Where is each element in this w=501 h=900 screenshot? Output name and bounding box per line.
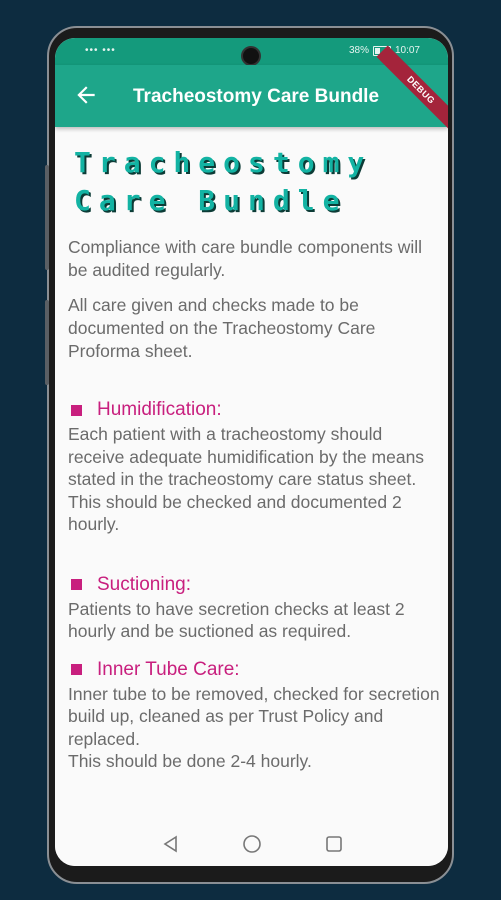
content-heading: Tracheostomy Care Bundle [74, 146, 373, 217]
debug-banner: DEBUG [376, 45, 448, 134]
section-heading [68, 659, 440, 681]
section-inner-tube-care [68, 659, 440, 773]
power-button [45, 300, 49, 385]
circle-home-icon[interactable] [241, 833, 263, 855]
clock: 10:07 [394, 45, 420, 56]
square-recents-icon[interactable] [323, 833, 345, 855]
section-body: Patients to have secretion checks at least 2 hourly and be suctioned as required. [68, 598, 405, 641]
main-content [68, 138, 440, 773]
section-heading-text: Suctioning: [97, 573, 192, 595]
section-humidification [68, 399, 440, 536]
bullet-square-icon [71, 664, 82, 675]
page-title: Tracheostomy Care Bundle [133, 86, 380, 107]
section-suctioning [68, 574, 440, 643]
app-bar [55, 65, 448, 127]
system-nav-bar [55, 822, 448, 866]
intro-paragraph-2: All care given and checks made to be documented on the Tracheostomy Care Proforma sheet. [68, 295, 376, 361]
arrow-left-icon[interactable] [73, 82, 99, 108]
triangle-back-icon[interactable] [159, 833, 181, 855]
section-body: Inner tube to be removed, checked for secretion build up, cleaned as per Trust Policy and replaced. This should be done 2-4 hourly. [68, 683, 440, 771]
camera-hole [241, 46, 261, 66]
bullet-square-icon [71, 405, 82, 416]
intro-paragraph-1: Compliance with care bundle components will be audited regularly. [68, 237, 423, 280]
section-heading [68, 399, 440, 421]
battery-percent: 38% [348, 45, 369, 56]
bullet-square-icon [71, 579, 82, 590]
screen [55, 38, 448, 866]
section-heading-text: Humidification: [97, 399, 222, 420]
section-body: Each patient with a tracheostomy should receive adequate humidification by the means stated in the tracheostomy care status sheet. This should be checked and documented 2 hourly. [68, 424, 425, 534]
section-heading-text: Inner Tube Care: [97, 658, 240, 680]
volume-button [45, 165, 49, 270]
signal-indicator: ••• ••• [85, 45, 116, 56]
section-heading [68, 574, 440, 596]
